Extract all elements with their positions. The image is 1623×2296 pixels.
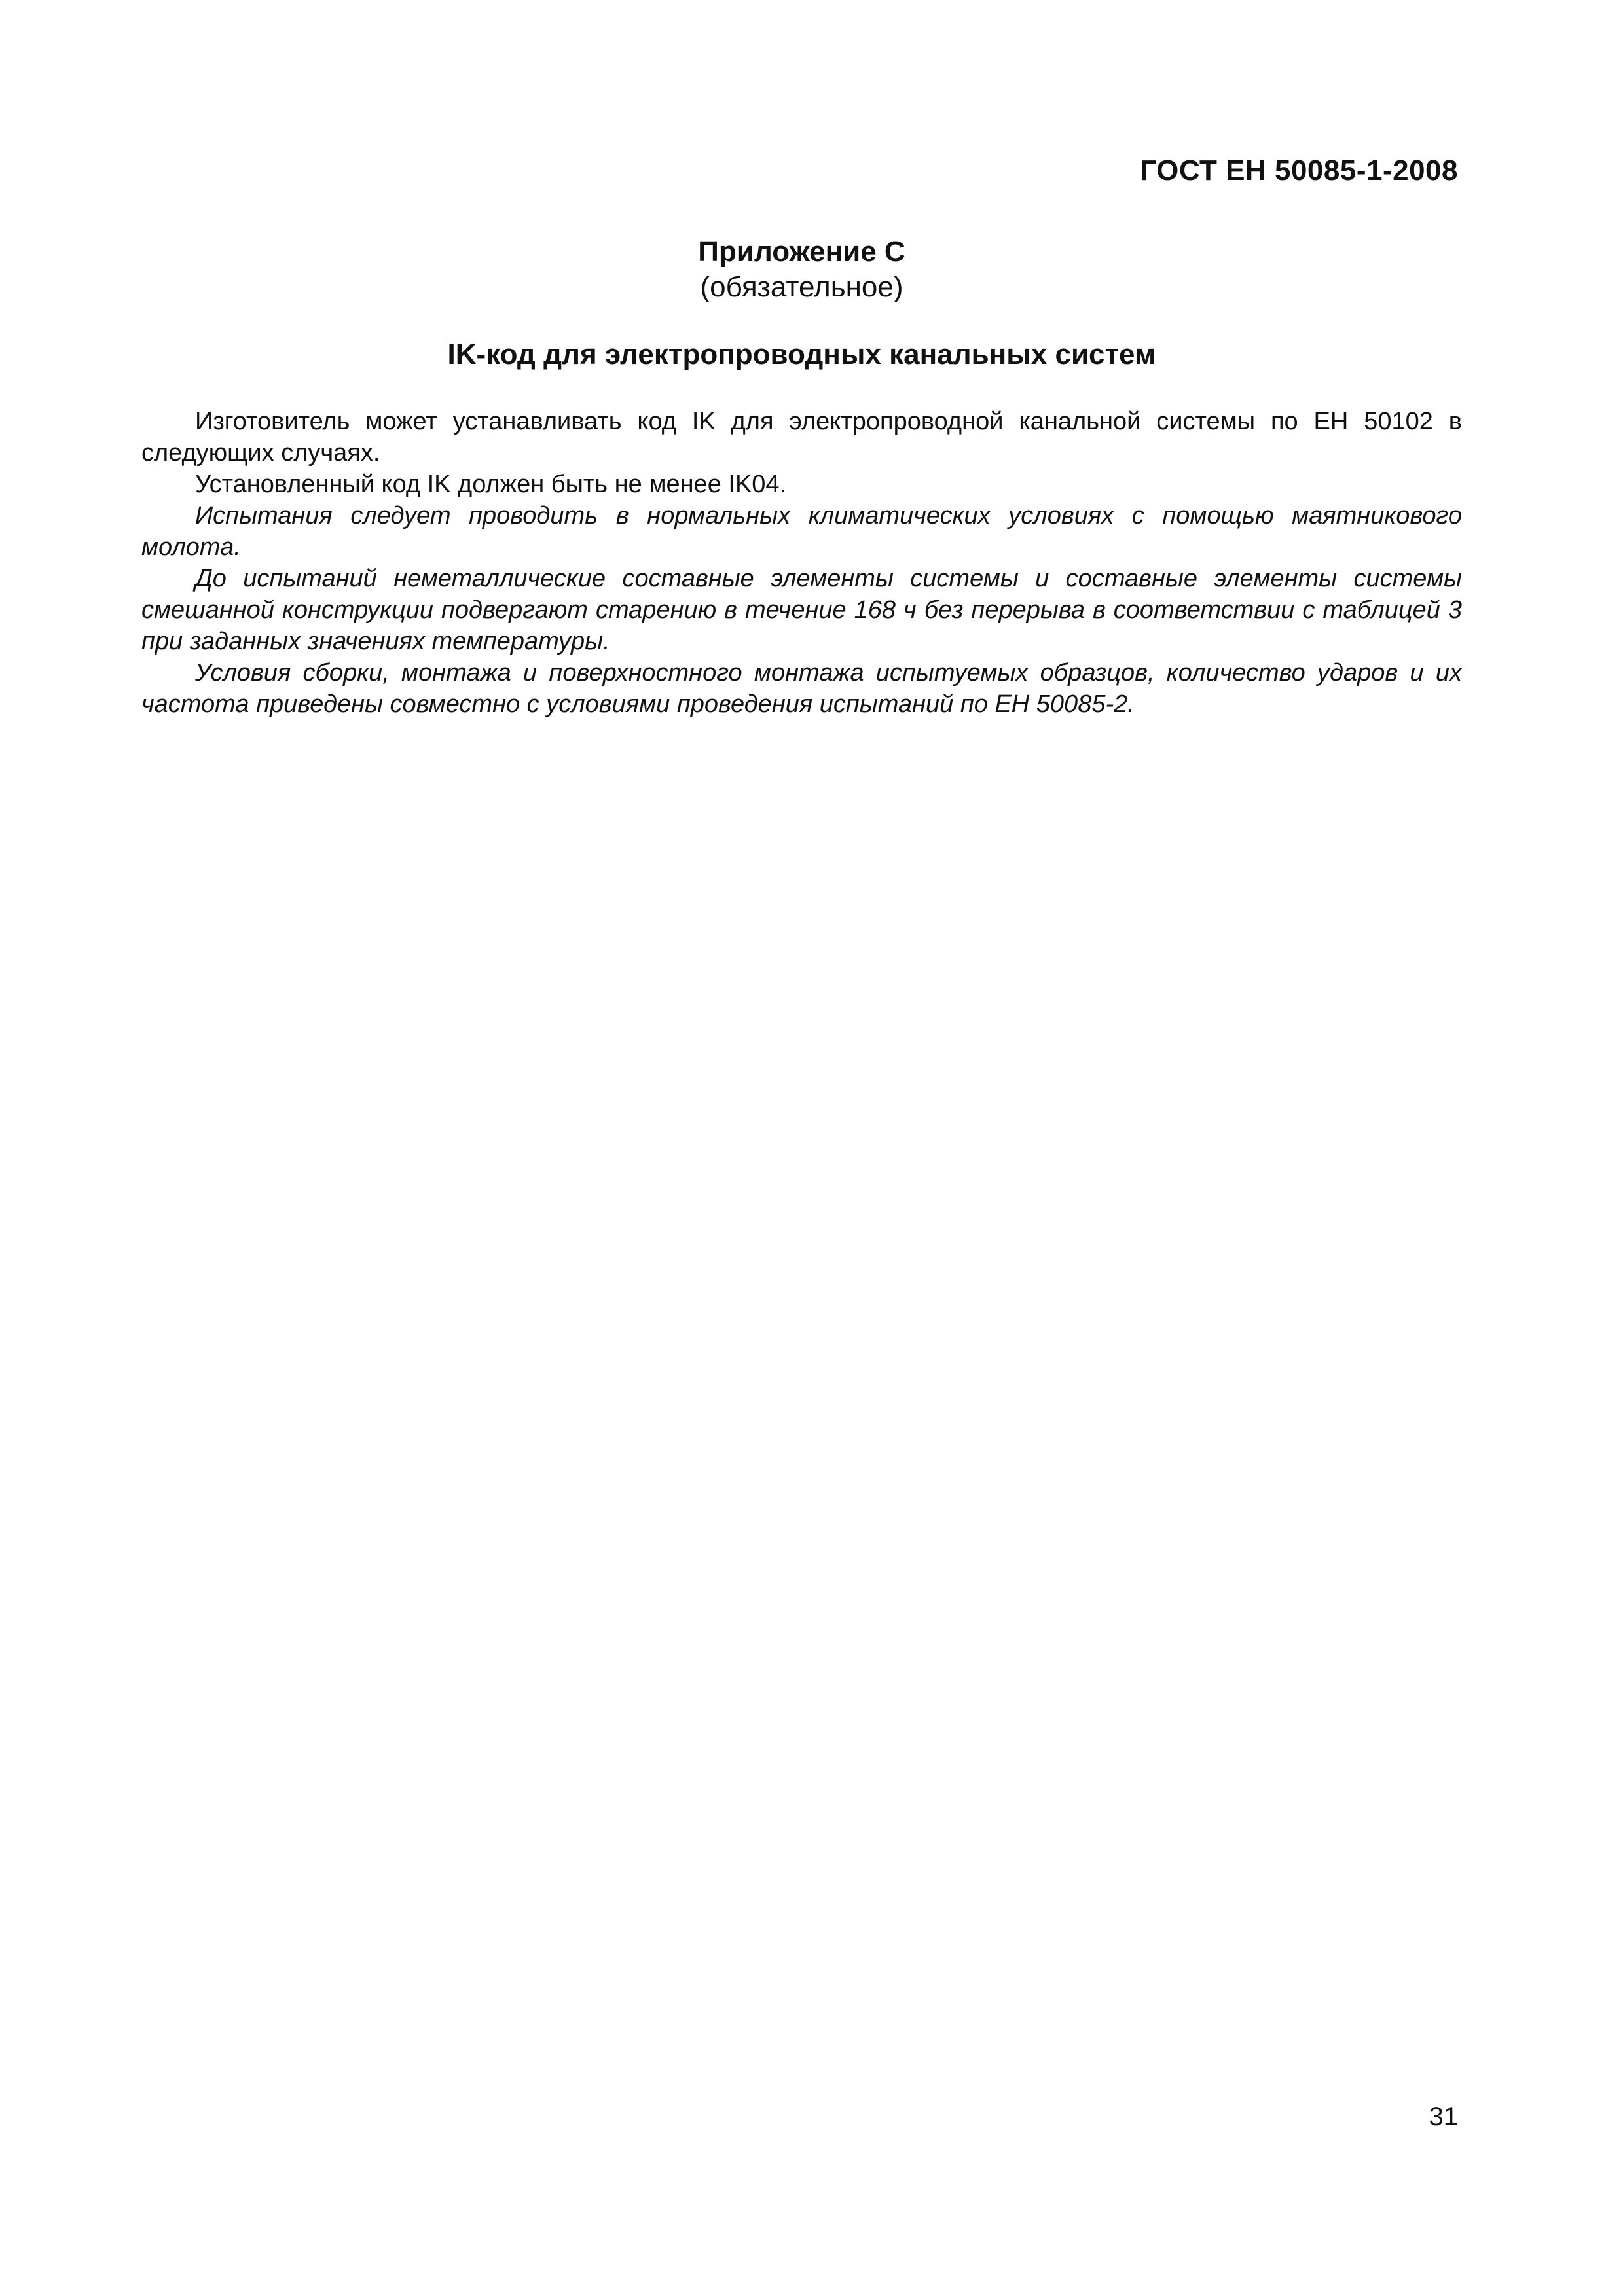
section-title: IK-код для электропроводных канальных систем (447, 338, 1156, 370)
paragraph-5: Условия сборки, монтажа и поверхностного монтажа испытуемых образцов, количество ударов и их частота приведены совместно с условиями проведения испытаний по ЕН 50085-2. (141, 659, 1462, 718)
paragraph-4: До испытаний неметаллические составные элементы системы и составные элементы системы смешанной конструкции подвергают старению в течение 168 ч без перерыва в соответствии с таблицей 3 при заданных значениях температуры. (141, 565, 1462, 655)
page-number: 31 (1429, 2102, 1458, 2131)
paragraph-3: Испытания следует проводить в нормальных климатических условиях с помощью маятникового молота. (141, 502, 1462, 561)
annex-title: Приложение С (698, 236, 905, 268)
annex-status: (обязательное) (700, 271, 903, 303)
paragraph-2: Установленный код IK должен быть не менее IK04. (195, 471, 787, 498)
paragraph-1: Изготовитель может устанавливать код IK для электропроводной канальной системы по ЕН 50102 в следующих случаях. (141, 408, 1462, 467)
annex-heading (141, 234, 1462, 305)
document-code: ГОСТ ЕН 50085-1-2008 (1140, 154, 1458, 187)
body-text (141, 406, 1462, 720)
